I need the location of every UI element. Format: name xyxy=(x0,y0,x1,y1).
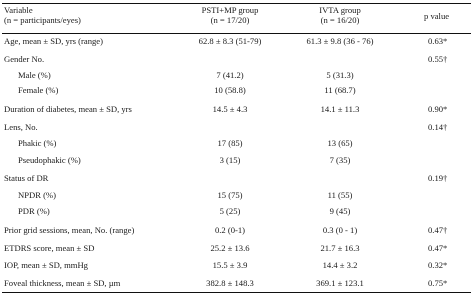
table-row xyxy=(0,37,473,50)
table-row xyxy=(0,226,473,239)
p-value: 0.32* xyxy=(428,260,448,270)
header-bottom-rule xyxy=(2,33,471,34)
row-variable-label: PDR (%) xyxy=(18,206,50,216)
psti-mp-value: 62.8 ± 8.3 (51-79) xyxy=(198,36,262,46)
ivta-value: 7 (35) xyxy=(329,155,351,165)
p-value: 0.47* xyxy=(428,243,448,253)
row-variable-label: ETDRS score, mean ± SD xyxy=(4,243,95,253)
row-variable-label: IOP, mean ± SD, mmHg xyxy=(4,260,88,270)
row-variable-label: Age, mean ± SD, yrs (range) xyxy=(4,36,103,46)
group-a-header-line2: (n = 17/20) xyxy=(210,14,250,25)
psti-mp-value: 5 (25) xyxy=(219,206,241,216)
table-row xyxy=(0,123,473,136)
row-variable-label: Prior grid sessions, mean, No. (range) xyxy=(4,225,135,235)
ivta-value: 14.4 ± 3.2 xyxy=(322,260,358,270)
group-b-header-line2: (n = 16/20) xyxy=(320,14,360,25)
ivta-value: 21.7 ± 16.3 xyxy=(320,243,360,253)
p-value-header: p value xyxy=(424,11,450,21)
row-variable-label: Duration of diabetes, mean ± SD, yrs xyxy=(4,104,132,114)
table-row xyxy=(0,55,473,68)
psti-mp-value: 15.5 ± 3.9 xyxy=(212,260,248,270)
table-bottom-rule xyxy=(2,292,471,293)
ivta-value: 369.1 ± 123.1 xyxy=(316,278,364,288)
group-a-header-line1: PSTI+MP group xyxy=(201,5,259,15)
ivta-value: 5 (31.3) xyxy=(326,70,354,80)
p-value: 0.47† xyxy=(428,225,448,235)
p-value: 0.75* xyxy=(428,278,448,288)
psti-mp-value: 3 (15) xyxy=(219,155,241,165)
group-b-header-line1: IVTA group xyxy=(319,5,361,15)
table-row xyxy=(0,207,473,220)
psti-mp-group-header xyxy=(190,6,270,26)
ivta-value: 11 (55) xyxy=(327,190,353,200)
table-row xyxy=(0,86,473,99)
p-value: 0.19† xyxy=(428,173,448,183)
variable-header-line2: (n = participants/eyes) xyxy=(4,14,81,25)
ivta-value: 13 (65) xyxy=(327,138,353,148)
psti-mp-value: 10 (58.8) xyxy=(214,85,246,95)
ivta-value: 61.3 ± 9.8 (36 - 76) xyxy=(306,36,374,46)
row-variable-label: Phakic (%) xyxy=(18,138,57,148)
table-top-rule xyxy=(2,3,471,4)
row-variable-label: Status of DR xyxy=(4,173,49,183)
psti-mp-value: 25.2 ± 13.6 xyxy=(210,243,250,253)
table-row xyxy=(0,71,473,84)
psti-mp-value: 17 (85) xyxy=(217,138,243,148)
row-variable-label: NPDR (%) xyxy=(18,190,56,200)
table-row xyxy=(0,261,473,274)
p-value: 0.14† xyxy=(428,122,448,132)
p-value: 0.90* xyxy=(428,104,448,114)
variable-header-line1: Variable xyxy=(4,5,33,15)
ivta-value: 11 (68.7) xyxy=(324,85,356,95)
psti-mp-value: 14.5 ± 4.3 xyxy=(212,104,248,114)
row-variable-label: Female (%) xyxy=(18,85,59,95)
table-row xyxy=(0,105,473,118)
row-variable-label: Foveal thickness, mean ± SD, µm xyxy=(4,278,121,288)
psti-mp-value: 0.2 (0-1) xyxy=(214,225,246,235)
ivta-group-header xyxy=(300,6,380,26)
table-row xyxy=(0,139,473,152)
p-value: 0.63* xyxy=(428,36,448,46)
ivta-value: 0.3 (0 - 1) xyxy=(322,225,358,235)
psti-mp-value: 15 (75) xyxy=(217,190,243,200)
row-variable-label: Gender No. xyxy=(4,54,45,64)
table-row xyxy=(0,191,473,204)
table-row xyxy=(0,279,473,292)
p-value: 0.55† xyxy=(428,54,448,64)
table-row xyxy=(0,174,473,187)
psti-mp-value: 7 (41.2) xyxy=(216,70,244,80)
table-row xyxy=(0,156,473,169)
variable-column-header xyxy=(4,6,81,26)
table-row xyxy=(0,244,473,257)
ivta-value: 14.1 ± 11.3 xyxy=(320,104,360,114)
ivta-value: 9 (45) xyxy=(329,206,351,216)
row-variable-label: Pseudophakic (%) xyxy=(18,155,81,165)
psti-mp-value: 382.8 ± 148.3 xyxy=(206,278,254,288)
row-variable-label: Male (%) xyxy=(18,70,51,80)
row-variable-label: Lens, No. xyxy=(4,122,38,132)
